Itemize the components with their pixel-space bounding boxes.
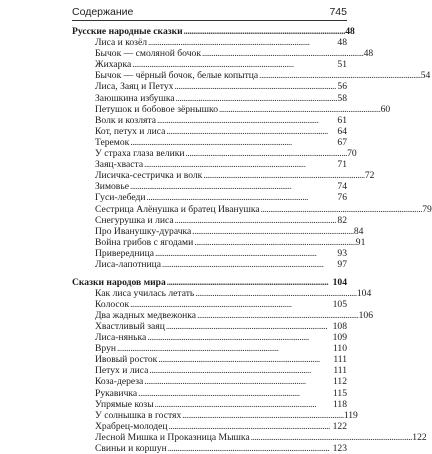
toc-entry-title: Бычок — смоляной бочок xyxy=(95,48,202,60)
toc-entry-title: Заяц-хваста xyxy=(95,159,144,171)
dot-leader xyxy=(138,388,332,399)
dot-leader xyxy=(184,26,345,37)
toc-entry xyxy=(72,259,347,270)
toc-entry-title: Петух и лиса xyxy=(95,365,149,377)
toc-entry-title: Война грибов с ягодами xyxy=(95,236,194,248)
toc-entry xyxy=(72,399,347,410)
dot-leader xyxy=(197,310,358,321)
dot-leader xyxy=(169,421,332,432)
toc-entry-title: Хвастливый заяц xyxy=(95,320,165,332)
dot-leader xyxy=(158,354,332,365)
toc-entry-page: 97 xyxy=(337,258,347,270)
toc-entry xyxy=(72,225,364,237)
toc-entry-page: 48 xyxy=(363,48,374,60)
toc-entry xyxy=(72,159,347,170)
toc-entry-page: 109 xyxy=(332,332,347,344)
toc-entry xyxy=(72,332,347,343)
toc-entry-page: 64 xyxy=(337,125,347,137)
toc-entry-title: Русские народные сказки xyxy=(72,26,183,37)
toc-entry-title: Бычок — чёрный бочок, белые копытца xyxy=(95,70,259,82)
toc-entry-title: Лесной Мишка и Проказница Мышка xyxy=(95,431,250,443)
toc-entry-page: 72 xyxy=(364,170,375,182)
toc-entry-title: Волк и козлята xyxy=(95,114,156,126)
dot-leader xyxy=(147,192,337,203)
toc-entry-page: 71 xyxy=(337,159,347,171)
toc-entry-title: У страха глаза велики xyxy=(95,148,185,160)
toc-entry xyxy=(72,103,391,115)
toc-entry xyxy=(72,409,358,421)
toc-entry xyxy=(72,443,347,454)
dot-leader xyxy=(176,93,337,104)
toc-entry-title: Лиса-лапотница xyxy=(95,258,162,270)
dot-leader xyxy=(166,126,336,137)
toc-entry-page: 84 xyxy=(353,225,364,237)
toc-entry-page: 93 xyxy=(337,247,347,259)
toc-entry xyxy=(72,431,427,443)
dot-leader xyxy=(174,81,336,92)
dot-leader xyxy=(166,321,332,332)
toc-entry-page: 122 xyxy=(412,431,427,443)
toc-entry-title: Гуси-лебеди xyxy=(95,192,146,204)
toc-entry-page: 70 xyxy=(347,148,357,160)
toc-entry-page: 104 xyxy=(332,276,347,288)
toc-entry-page: 48 xyxy=(337,37,347,49)
toc-entry xyxy=(72,192,347,203)
toc-entry xyxy=(72,365,347,376)
dot-leader xyxy=(157,115,336,126)
toc-entry-page: 110 xyxy=(332,343,347,355)
toc-section-heading xyxy=(72,26,355,37)
toc-entry xyxy=(72,48,374,60)
toc-entry xyxy=(72,170,375,182)
toc-entry xyxy=(72,59,347,70)
toc-entry-title: Про Иванушку-дурачка xyxy=(95,225,192,237)
toc-entry xyxy=(72,321,347,332)
header-page-number: 745 xyxy=(329,6,347,18)
toc-entry-title: Врун xyxy=(95,343,117,355)
toc-entry-title: Лиса и козёл xyxy=(95,37,148,49)
toc-entry xyxy=(72,126,347,137)
dot-leader xyxy=(186,148,347,159)
toc-entry xyxy=(72,388,347,399)
toc-entry-title: Храбрец-молодец xyxy=(95,420,168,432)
toc-entry xyxy=(72,181,347,192)
toc-entry xyxy=(72,115,347,126)
toc-entry xyxy=(72,248,347,259)
toc-entry-title: У солнышка в гостях xyxy=(95,409,182,421)
toc-section-heading xyxy=(72,277,347,288)
dot-leader xyxy=(259,70,420,81)
dot-leader xyxy=(168,443,332,454)
toc-entry-title: Лисичка-сестричка и волк xyxy=(95,170,203,182)
dot-leader xyxy=(182,410,343,421)
toc-entry-page: 76 xyxy=(337,192,347,204)
toc-entry-page: 82 xyxy=(337,214,347,226)
toc-entry-title: Привередница xyxy=(95,247,155,259)
toc-entry-page: 111 xyxy=(333,365,347,377)
toc-entry-title: Лиса-нянька xyxy=(95,332,147,344)
dot-leader xyxy=(194,237,355,248)
toc-entry-title: Как лиса училась летать xyxy=(95,287,195,299)
toc-entry-page: 115 xyxy=(332,387,347,399)
toc-entry-title: Кот, петух и лиса xyxy=(95,125,166,137)
toc-entry-title: Два жадных медвежонка xyxy=(95,309,197,321)
toc-entry-page: 123 xyxy=(332,442,347,454)
toc-entry xyxy=(72,354,347,365)
dot-leader xyxy=(148,37,336,48)
toc-entry-page: 119 xyxy=(343,409,358,421)
table-of-contents xyxy=(72,26,432,454)
toc-entry-title: Рукавичка xyxy=(95,387,138,399)
toc-entry xyxy=(72,203,432,215)
toc-entry xyxy=(72,376,347,387)
toc-entry-page: 79 xyxy=(422,203,432,215)
toc-entry xyxy=(72,309,374,321)
toc-entry-title: Лиса, Заяц и Петух xyxy=(95,81,174,93)
toc-entry-title: Сестрица Алёнушка и братец Иванушка xyxy=(95,203,260,215)
toc-entry xyxy=(72,137,347,148)
toc-entry-title: Петушок и бобовое зёрнышко xyxy=(95,103,218,115)
dot-leader xyxy=(162,259,336,270)
toc-entry-title: Свиньи и коршун xyxy=(95,442,167,454)
toc-entry xyxy=(72,81,347,92)
toc-entry-page: 61 xyxy=(337,114,347,126)
toc-entry-title: Колосок xyxy=(95,298,130,310)
toc-entry-page: 48 xyxy=(345,26,355,37)
toc-entry-page: 67 xyxy=(337,136,347,148)
toc-entry-page: 118 xyxy=(332,398,347,410)
toc-entry-page: 122 xyxy=(332,420,347,432)
toc-entry xyxy=(72,70,431,82)
dot-leader xyxy=(251,432,412,443)
dot-leader xyxy=(144,159,336,170)
toc-entry xyxy=(72,299,347,310)
toc-entry xyxy=(72,236,366,248)
toc-entry xyxy=(72,215,347,226)
dot-leader xyxy=(117,343,332,354)
toc-entry-page: 58 xyxy=(337,92,347,104)
toc-entry xyxy=(72,287,372,299)
dot-leader xyxy=(130,137,336,148)
toc-entry xyxy=(72,37,347,48)
toc-entry-title: Упрямые козы xyxy=(95,398,154,410)
dot-leader xyxy=(149,365,332,376)
toc-entry-title: Ивовый росток xyxy=(95,354,158,366)
toc-entry-title: Сказки народов мира xyxy=(72,276,166,288)
dot-leader xyxy=(132,59,336,70)
dot-leader xyxy=(167,277,332,288)
dot-leader xyxy=(175,215,337,226)
toc-entry-page: 104 xyxy=(356,287,372,299)
toc-entry-page: 54 xyxy=(420,70,431,82)
toc-entry-title: Заюшкина избушка xyxy=(95,92,175,104)
toc-entry xyxy=(72,148,357,160)
toc-entry-title: Теремок xyxy=(95,136,130,148)
dot-leader xyxy=(155,248,336,259)
toc-entry-title: Коза-дереза xyxy=(95,376,144,388)
dot-leader xyxy=(192,226,353,237)
toc-entry-page: 74 xyxy=(337,181,347,193)
toc-entry-page: 56 xyxy=(337,81,347,93)
toc-entry-title: Зимовье xyxy=(95,181,129,193)
dot-leader xyxy=(130,181,336,192)
dot-leader xyxy=(195,288,356,299)
toc-entry-page: 106 xyxy=(358,309,374,321)
dot-leader xyxy=(130,299,331,310)
dot-leader xyxy=(155,399,332,410)
toc-entry-page: 112 xyxy=(332,376,347,388)
dot-leader xyxy=(261,204,422,215)
toc-entry-title: Снегурушка и лиса xyxy=(95,214,174,226)
toc-entry xyxy=(72,93,347,104)
running-header xyxy=(72,4,347,18)
header-title: Содержание xyxy=(72,6,134,18)
toc-entry-page: 91 xyxy=(355,236,366,248)
toc-entry-page: 51 xyxy=(337,59,347,71)
dot-leader xyxy=(147,332,331,343)
dot-leader xyxy=(144,376,332,387)
toc-entry xyxy=(72,343,347,354)
toc-entry-title: Жихарка xyxy=(95,59,132,71)
toc-entry-page: 108 xyxy=(332,320,347,332)
header-rule xyxy=(72,20,347,21)
toc-entry xyxy=(72,421,347,432)
dot-leader xyxy=(219,104,380,115)
dot-leader xyxy=(203,170,364,181)
toc-entry-page: 111 xyxy=(333,354,347,366)
dot-leader xyxy=(202,48,363,59)
toc-entry-page: 60 xyxy=(380,103,391,115)
toc-entry-page: 105 xyxy=(332,298,347,310)
